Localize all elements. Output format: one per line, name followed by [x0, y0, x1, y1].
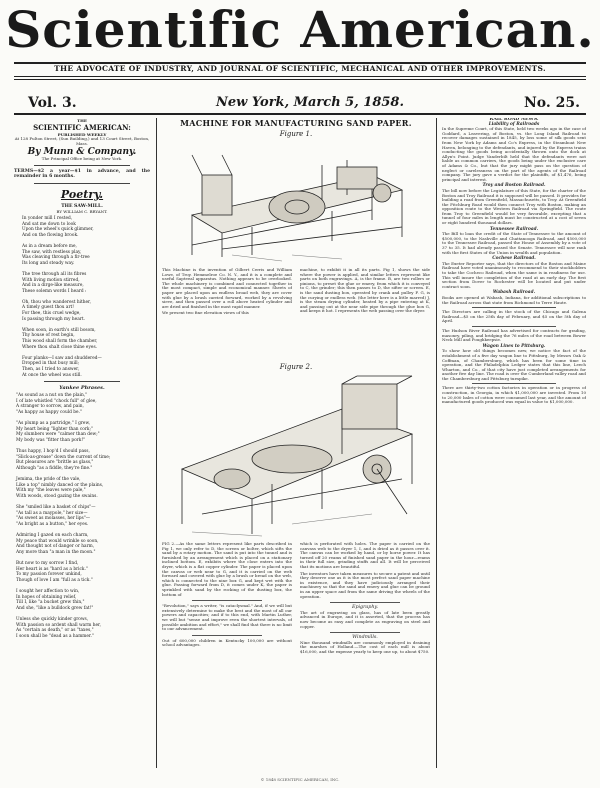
- article-body-left: [162, 268, 292, 363]
- poem-line: In hopes of obtaining relief,: [16, 594, 77, 600]
- poem-line: My heart being "lighter than cork;": [16, 426, 93, 432]
- poetry-heading: Poetry.: [60, 187, 104, 201]
- poem-line: "As happy as happy could be.": [16, 409, 82, 415]
- poem-line: Thus happy, I hop'd I should pass,: [16, 449, 90, 455]
- divider: [330, 602, 400, 603]
- publisher-byline: By Munn & Company.: [27, 147, 137, 158]
- poem-line: And sat me down to look: [22, 221, 76, 227]
- poem-line: My body was "fitter than pork!": [16, 437, 86, 443]
- divider: [34, 183, 130, 184]
- poem-line: "As bright as a button," her eyes.: [16, 521, 89, 527]
- poem-line: And she, "like a bulldock grew fat!": [16, 605, 94, 611]
- news-paragraph: There are thirty-two cotton factories in operation or in progress of construction, in Georgia, in which $1,000,000 are invested. From 10 to 20,000 bales of cotton were consumed last year, and the amount of manufactured goods produced was equal in value to $1,000,000.: [442, 385, 586, 405]
- masthead: [0, 0, 600, 60]
- poem-line: Like a top" nimbly danced or the plains,: [16, 482, 104, 488]
- news-paragraph: To show how old things becomes new, we notice the fact of the establishment of a five day wagon line to Pittsburg, by Messrs Oak & Coffman, of Chambersburg, which has been for some time in operation, and the Philadelphia Ledger states that this line, Leech Wharton, and Co., of that city have just completed arrangements for another five day line. The road is over the Cumberland valley road and the Chambersburg and Pittsburg turnpike.: [442, 348, 586, 381]
- poem-line: Is passing through my heart.: [22, 316, 85, 322]
- poem-line: And in a dirge-like measure,: [22, 283, 84, 289]
- poem-line: As "certain as death," or as "taxes,": [16, 628, 94, 634]
- dateline: New York, March 5, 1858.: [216, 95, 404, 110]
- poem-line: Was cleaving through a fir-tree: [22, 255, 90, 261]
- poem-line: Its long and steady way.: [22, 260, 75, 266]
- tagline-rule: [14, 76, 586, 77]
- right-column: [442, 118, 586, 770]
- poem-line: Unless she quickly kinder grows,: [16, 616, 89, 622]
- section-heading: Tennessee Railroad.: [489, 226, 539, 232]
- poem-line: "As sweet as molasses, her lips"—: [16, 516, 91, 522]
- news-paragraph: The Directors are calling in the stock of the Chicago and Galena Railroad—$5 on the 25th day of February, and $5 on the 5th day of April.: [442, 309, 586, 324]
- column-divider-right: [436, 118, 437, 768]
- volume-number: Vol. 3.: [28, 95, 77, 111]
- poem-line: Till I, like "a bucket grew thin,": [16, 600, 85, 606]
- article-paragraph: Out of 600,000 children in Kentucky 100,000 are without school advantages.: [162, 637, 292, 648]
- poem-line: Although "as a fiddle, they're fine.": [16, 465, 93, 471]
- poem-line: Jemima, the pride of the vale,: [16, 477, 81, 483]
- poem-line: Upon the wheel's quick glimmer,: [22, 227, 94, 233]
- poem-line: With living motion stirred,: [22, 277, 80, 283]
- lower-column-left: [162, 542, 292, 770]
- publisher-the: THE: [77, 118, 87, 123]
- article-paragraph: Nine thousand windmills are commonly employed in draining the marshes of Holland.—The cost of each mill is about $16,000, and the expense yearly to keep one up, to about $750.: [300, 639, 430, 654]
- poem-line: With passion so ardent shall warm her,: [16, 622, 101, 628]
- poem1-author: BY WILLIAM C. BRYANT.: [56, 208, 108, 214]
- poem-line: I of late whistled "chock full" of glee,: [16, 398, 97, 404]
- article-paragraph: The inventors have taken measures to secure a patent and until they deserve one as it is the most perfect sand paper machine in existence, and they have judiciously arranged their machinery so that the sand and emery and glue can be ground in an upper space and from the same driving the wheels of the operation.: [300, 570, 430, 599]
- divider: [192, 600, 262, 601]
- poem-line: And thought not of danger or harm,: [16, 544, 95, 550]
- figure1-engraving: [172, 145, 422, 265]
- poem-line: These solemn words I heard :: [22, 288, 87, 294]
- divider: [472, 307, 556, 308]
- section-heading: Wagon Lines to Pittsburg.: [482, 343, 546, 349]
- principal-office: The Principal Office being at New York.: [41, 156, 123, 162]
- section-heading: Liability of Railroads: [488, 121, 540, 127]
- poem-line: This wood shall form the chamber,: [22, 339, 98, 345]
- poem-line: I sought her affection to win,: [16, 588, 80, 594]
- issue-rule: [14, 113, 586, 115]
- poem-line: A stranger to sorrow, and pain,: [16, 404, 84, 410]
- section-heading: Cochese Railroad.: [492, 256, 536, 262]
- railroad-news-heading: RAIL ROAD NEWS.: [489, 118, 539, 122]
- poem-line: Admiring I gazed on each charm,: [16, 533, 89, 539]
- figure1-caption: Figure 1.: [279, 130, 313, 138]
- subscription-terms: TERMS—$2 a year—$1 in advance, and the remainder in 6 months.: [14, 168, 150, 180]
- poem-line: "As plump as a partridge," I grew,: [16, 421, 91, 427]
- epigraphy-heading: Epigraphy.: [351, 605, 379, 611]
- copyright-footer: © 1848 SCIENTIFIC AMERICAN, INC.: [260, 777, 340, 782]
- poem-line: The saw, with restless play,: [22, 249, 82, 255]
- poem-line: When soon, in earth's still bosom,: [22, 327, 96, 333]
- news-paragraph: The bill now before the Legislature of this State, for the charter of the Boston and Troy Railroad it is supposed will be passed. It provides for building a road from Greenfield, Massachusetts, to Troy. At Greenfield the Fitchburg Road would then connect Troy with Boston, making an opposition route to the Western Railroad via Springfield. The route from Troy to Greenfield would be very favorable, excepting that a tunnel of four miles in length must be constructed at a cost of seven or eight hundred thousand dollars.: [442, 187, 586, 226]
- left-column: [14, 118, 150, 770]
- poem-line: Where thou shalt close thine eyes.: [22, 344, 98, 350]
- poem-line: Any more than "a man in the moon.": [16, 549, 96, 555]
- poem-line: To my passion forever unkind,: [16, 572, 82, 578]
- divider: [192, 635, 262, 636]
- figure2-engraving: [172, 374, 422, 539]
- article-paragraph: This Machine is the invention of Gilbert Cerris and William Lowe, of Troy. Hemmelroe Co. N. Y., and it is a complete and useful Sapteeal apparatus. Nothing appears to be overlooked. The whole machinery is combined and connected together in the most compact, simple and economical manner. Sheets of paper are placed upon an endless broad web, they are cover with glue by a brush carried forward, worked by a revolving sieve, and then passed over a roll above heated cylinder and are dried and finished in the most rapid manner.: [162, 268, 292, 309]
- publisher-title: SCIENTIFIC AMERICAN:: [33, 123, 131, 132]
- poem-line: The tree through all its fibres: [22, 271, 87, 277]
- divider: [472, 326, 556, 327]
- poem1-body: [14, 216, 150, 378]
- poem-line: A timely guest thou art!: [22, 305, 74, 311]
- divider: [330, 632, 400, 633]
- poem-line: Oh, thou who wanderest hither,: [22, 299, 91, 305]
- publisher-address: At 128 Fulton Street, (Sun Building,) and 13 Court Street, Boston, Mass.: [14, 136, 150, 146]
- lower-column-right: [300, 542, 430, 770]
- poem-line: "As sound as a nut on the plain,": [16, 393, 88, 399]
- article-paragraph: FIG 2.—As the same letters represent like parts described in Fig 1, we only refer to D, the screen or bolter, which sifts the sand by a rotary motion. The sand is put into the tunnel and is furnished by an arrangement which is placed on a stationary inclined bottom. E, exhibits where the close enters into the dryer, which is a flat copper cylinder. The paper is placed upon the canvas or web near to G, and it is carried on the web forward and covered with glue by a brush or bread on the web, which is connected to the nine box G, and kept wet with the glue. Passing forward from D, it comes under K, the paper is sprinkled with sand by the rocking of the dusting box, the bottom of: [162, 542, 292, 597]
- section-heading: Wabash Railroad.: [492, 290, 536, 296]
- poem-line: With my "the leaves were pale,": [16, 488, 86, 494]
- poem-line: Her heart is as "hard as a brick.": [16, 566, 88, 572]
- poem-line: And on the flowing brook.: [22, 232, 79, 238]
- poem-line: "As tall as a maypole," her size—: [16, 510, 88, 516]
- news-paragraph: Books are opened at Wabash, Indiana, for additional subscriptions to the Railroad across that state from Richmond to Terre Haute.: [442, 294, 586, 305]
- poem1-title: THE SAW-MILL.: [61, 203, 103, 209]
- news-paragraph: In the Supreme Court, of this State, held two weeks ago in the case of Goddard, a Leavering, of Boston, vs. the Long Island Railroad to recover damages sustained in 1845, by loss some of silk goods sent from New York by Adams and Co's Express, in the Steamboat New Haven, belonging to the defendants, and injured by the Express trains conducting the goods being accidentally thrown onto the dock at Allyn's Point. Judge Vanderbilt held that the defendants were not liable as common carriers, the goods being under the exclusive care of Adams & Co., but that the jury might pass on the question of neglect or carelessness on the part of the agents of the Railroad company. The jury gave a verdict for the plaintiffs, of $1,476, being principal and interest.: [442, 126, 586, 182]
- poem-line: As in a dream before me,: [22, 243, 77, 249]
- article-paragraph: which is perforated with holes. The paper is carried on the canvass web to the dryer 1, I, and is dried as it passes over it. The canvas can be worked by hand, or by horse power. It has turned off 20 reams of finished sand paper in the hour—reams in their full size, grinding stuffs and all. It will be perceived that its motions are beautiful.: [300, 542, 430, 569]
- poem-line: My slumbers were "calmer than dew;": [16, 432, 100, 438]
- article-paragraph: The art of engraving on glass, has of late been greatly advanced in Europe, and it is asserted, that the process has now become as easy and complete as engraving on steel and copper.: [300, 609, 430, 629]
- poem2-body: [14, 393, 150, 639]
- poem-line: Thy house of rest begin,: [22, 333, 75, 339]
- poem2-title: Yankee Phrases.: [59, 385, 105, 392]
- poem-line: Four planks—I saw and shuddered—: [22, 355, 102, 361]
- poem-line: My peace that would wrinkle so soon,: [16, 538, 99, 544]
- news-paragraph: The Bill to loan the credit of the State of Tennessee to the amount of $500,000, to the Nashville and Chattanooga Railroad, and $500,000 to the Tennessee Railroad, passed the House of Assembly by a vote of 37 to 35. It had already passed the Senate. Tennessee will now rank with the first States of the Union in wealth and population.: [442, 231, 586, 255]
- tagline-rule-2: [14, 79, 586, 80]
- divider: [472, 383, 556, 384]
- issue-number: No. 25.: [524, 95, 580, 111]
- news-paragraph: The Exeter Reporter says, that the directors of the Boston and Maine Railroad have voted unanimously to recommend to their stockholders to take the Cocheco Railroad, when the same is in readiness for use. This will insure the completion of the road at an early day. The first section from Dover to Rochester will be located and put under contract soon.: [442, 260, 586, 289]
- poem-line: In yonder mill I rested,: [22, 215, 73, 221]
- section-heading: Troy and Boston Railroad.: [482, 183, 546, 189]
- windmills-heading: Windmills.: [352, 635, 378, 641]
- poem-line: "Slick-as-grease" down the current of time;: [16, 454, 111, 460]
- article-body-right: machine, to exhibit it in all its parts. Fig 1, shows the side where the power is applied, and similar letters represent like parts on both engravings. A, is the frame. B, are two rollers or pinions, to preset the glue or emery, from which it is conveyed to C, the grinder; this then passes to D, the sifter or screen. E, is the sand dusting box, operated by crank and pulley F. G, is the curying or endless web. (the letter here is a little marred) J, is the steam drying cylinder, heated by a pipe entering at K, and passing out at the near side pipe through the glue box G, and keeps it hot. I represents the web passing over the dryer.: [300, 268, 430, 314]
- poem-line: With woods, stood gazing the swains.: [16, 493, 98, 499]
- figure2-caption: Figure 2.: [279, 363, 313, 371]
- divider: [34, 165, 130, 166]
- article-paragraph: We present two fine elevation views of this: [162, 310, 249, 316]
- masthead-title: Scientific American.: [5, 0, 595, 59]
- column-divider-left: [156, 118, 157, 768]
- poem-line: Then, as I tried to answer,: [22, 367, 80, 372]
- article-headline: MACHINE FOR MANUFACTURING SAND PAPER.: [180, 118, 412, 128]
- divider: [44, 381, 120, 382]
- poem-line: For thee, this cruel wedge,: [22, 311, 81, 317]
- poem-line: She "smiled like a basket of chips"—: [16, 505, 96, 511]
- center-column: [162, 118, 430, 770]
- poem-line: But now to my sorrow I find,: [16, 561, 79, 566]
- news-paragraph: The Hudson River Railroad has advertised for contracts for grading, masonry, piling, and bridging the 76 miles of the road between Bower Neck Mill and Poughkeepsie.: [442, 327, 586, 343]
- tagline: THE ADVOCATE OF INDUSTRY, AND JOURNAL OF SCIENTIFIC, MECHANICAL AND OTHER IMPROVEMENTS.: [54, 64, 546, 73]
- article-paragraph: "Revolution," says a writer, "is cataclysmal." And, if we will but extensively determine to make the best and the most of all our powers and capacities; and if to this end, with Martin Luther, we will but "sense and improve even the shortest intervals, of possible ambition and effort," we shall find that there is no limit to our advancement.: [162, 603, 292, 632]
- poem-line: But pleasures are "brittle as glass,": [16, 460, 94, 466]
- published-weekly: PUBLISHED WEEKLY: [57, 132, 107, 137]
- poem-line: At once the wheel was still.: [22, 372, 82, 378]
- poem-line: Dropped in that busy mill;: [22, 361, 80, 367]
- poem-line: I soon shall be "dead as a hammer.": [16, 633, 94, 639]
- poem-line: Though of love I am "full as a tick.": [16, 577, 93, 583]
